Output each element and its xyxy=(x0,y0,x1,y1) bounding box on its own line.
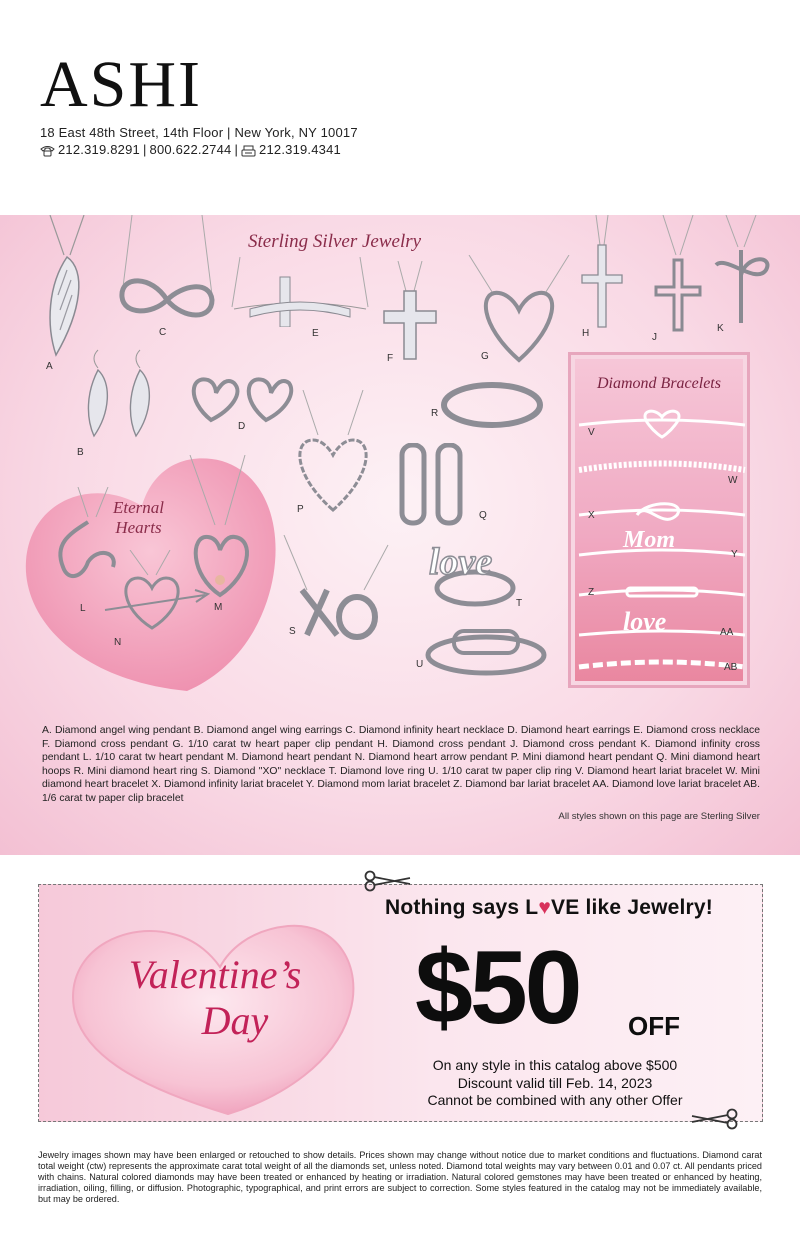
item-letter-y: Y xyxy=(731,549,738,560)
item-letter-n: N xyxy=(114,637,122,648)
catalog-title: Sterling Silver Jewelry xyxy=(248,231,422,252)
item-letter-c: C xyxy=(159,327,167,338)
item-letter-k: K xyxy=(717,323,724,334)
item-letter-s: S xyxy=(289,626,296,637)
separator: | xyxy=(234,142,239,157)
item-letter-g: G xyxy=(481,351,489,362)
angel-wing-pendant-image xyxy=(38,215,98,365)
infinity-cross-pendant-image xyxy=(706,215,776,325)
love-ring-image xyxy=(425,540,525,610)
term-line: On any style in this catalog above $500 xyxy=(432,1057,678,1073)
item-letter-l: L xyxy=(80,603,86,614)
separator: | xyxy=(142,142,147,157)
item-letter-v: V xyxy=(588,427,595,438)
item-letter-m: M xyxy=(214,602,223,613)
xo-necklace-image xyxy=(282,535,392,645)
sterling-silver-note: All styles shown on this page are Sterling Silver xyxy=(558,811,760,822)
item-letter-f: F xyxy=(387,353,394,364)
scissors-icon xyxy=(364,870,412,892)
heart-icon: ♥ xyxy=(538,896,551,919)
item-letter-z: Z xyxy=(588,587,595,598)
love-bracelet-word: love xyxy=(623,607,667,636)
tagline-ve: VE xyxy=(551,896,580,919)
heart-earrings-image xyxy=(186,365,296,425)
phone-number: 212.319.8291 xyxy=(58,142,140,157)
eternal-hearts-line2: Hearts xyxy=(115,518,162,537)
cross-necklace-image xyxy=(230,257,370,327)
item-letter-p: P xyxy=(297,504,304,515)
coupon-terms xyxy=(400,1057,710,1110)
item-letter-x: X xyxy=(588,510,595,521)
item-letter-b: B xyxy=(77,447,84,458)
cross-pendant-h-image xyxy=(576,215,626,330)
diamond-bracelets-title: Diamond Bracelets xyxy=(597,375,721,392)
address: 18 East 48th Street, 14th Floor | New York, NY 10017 xyxy=(40,125,358,140)
item-letter-u: U xyxy=(416,659,424,670)
item-letter-d: D xyxy=(238,421,246,432)
cross-pendant-image xyxy=(380,261,440,361)
tagline-l: L xyxy=(525,896,539,919)
scissors-icon xyxy=(690,1108,738,1130)
heart-arrow-pendant-image xyxy=(100,550,210,630)
contact-info xyxy=(40,124,358,158)
mini-heart-hoops-image xyxy=(398,443,478,528)
item-letter-h: H xyxy=(582,328,590,339)
item-letter-w: W xyxy=(728,475,738,486)
discount-amount: $50 xyxy=(415,930,580,1046)
tagline-pre: Nothing says xyxy=(385,896,526,919)
item-legend: A. Diamond angel wing pendant B. Diamond angel wing earrings C. Diamond infinity heart necklace D. Diamond heart earrings E. Diamond cross necklace F. Diamond cross pendant G. 1/10 carat tw heart paper clip pendant H. Diamond cross pendant J. Diamond cross pendant K. Diamond infinity cross pendant L. 1/10 carat tw heart pendant M. Diamond heart pendant N. Diamond heart arrow pendant P. Mini diamond heart pendant Q. Mini diamond heart hoops R. Mini diamond heart ring S. Diamond "XO" necklace T. Diamond love ring U. 1/10 carat tw paper clip ring V. Diamond heart lariat bracelet W. Mini diamond heart bracelet X. Diamond infinity lariat bracelet Y. Diamond mom lariat bracelet Z. Diamond bar lariat bracelet AA. Diamond love lariat bracelet AB. 1/6 carat tw paper clip bracelet xyxy=(42,725,760,804)
item-letter-j: J xyxy=(652,332,657,343)
fax-number: 212.319.4341 xyxy=(259,142,341,157)
brand-logo: ASHI xyxy=(40,48,203,121)
item-letter-e: E xyxy=(312,328,319,339)
paper-clip-ring-image xyxy=(424,623,549,678)
valentine-line2: Day xyxy=(201,998,269,1043)
phone-icon xyxy=(40,144,55,156)
infinity-heart-necklace-image xyxy=(112,215,222,330)
term-line: Cannot be combined with any other Offer xyxy=(427,1092,683,1108)
angel-wing-earrings-image xyxy=(80,348,160,438)
fax-icon xyxy=(241,144,256,156)
valentines-day-title xyxy=(70,952,360,1044)
cross-pendant-j-image xyxy=(648,215,708,335)
mini-heart-pendant-image xyxy=(288,390,378,515)
valentine-line1: Valentine’s xyxy=(128,952,302,997)
catalog-panel xyxy=(0,215,800,855)
love-ring-word: love xyxy=(429,541,493,583)
item-letter-r: R xyxy=(431,408,439,419)
item-letter-q: Q xyxy=(479,510,487,521)
item-letter-aa: AA xyxy=(720,627,734,638)
item-letter-a: A xyxy=(46,361,53,372)
term-line: Discount valid till Feb. 14, 2023 xyxy=(457,1074,653,1091)
item-letter-t: T xyxy=(516,598,523,609)
mom-bracelet-word: Mom xyxy=(623,527,676,553)
heart-paper-clip-pendant-image xyxy=(464,255,574,365)
heart-ring-image xyxy=(440,375,545,435)
coupon-tagline xyxy=(385,896,713,920)
tollfree-number: 800.622.2744 xyxy=(149,142,232,157)
disclaimer: Jewelry images shown may have been enlarged or retouched to show details. Prices shown may change without notice due to market conditions and fluctuations. Diamond carat total weight (ctw) represents the approximate carat total weight of all the diamonds set, unless noted. Diamond total weights may vary between 0.01 and 0.07 ct. All pendants priced with chains. Natural colored diamonds may have been treated or enhanced by heating or irradiation. Natural colored gemstones may have been treated or enhanced by heating, irradiation, oiling, filling, or diffusion. Photographic, typographical, and print errors are subject to correction. Some styles featured in the catalog may not be immediately available, but may be ordered. xyxy=(38,1150,762,1204)
tagline-post: like Jewelry! xyxy=(579,896,713,919)
eternal-hearts-line1: Eternal xyxy=(113,498,164,517)
item-letter-ab: AB xyxy=(724,662,738,673)
discount-off: OFF xyxy=(628,1011,680,1041)
